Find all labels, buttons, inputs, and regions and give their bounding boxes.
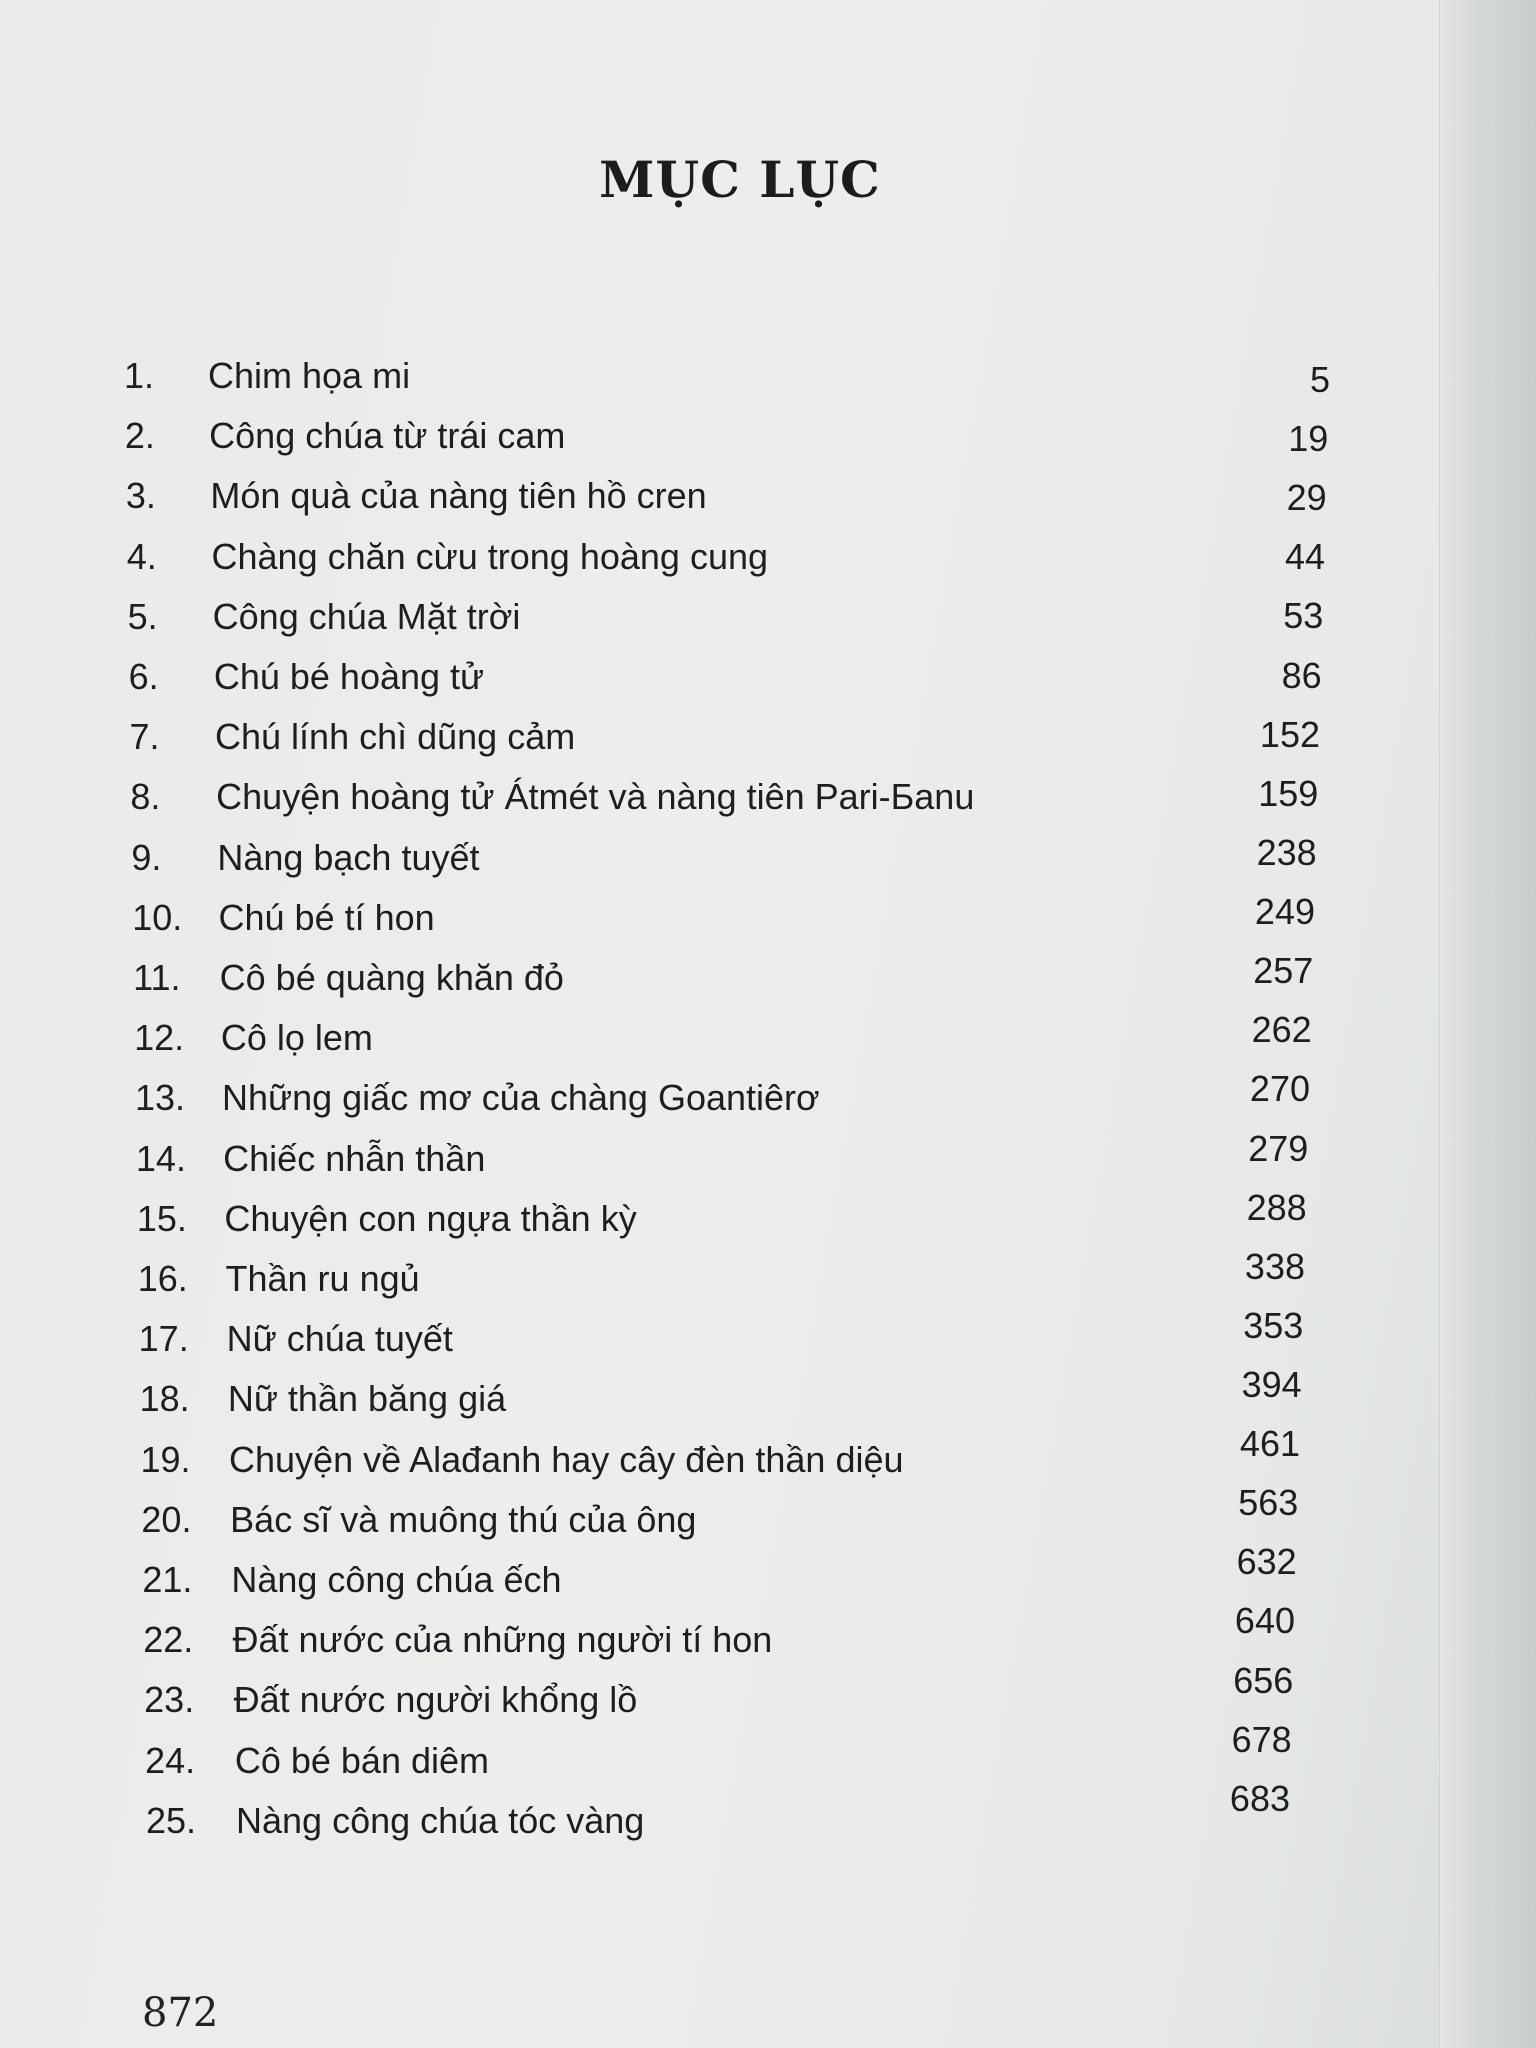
toc-entry-number: 5. [127, 595, 158, 637]
toc-entry-title: Đất nước của những người tí hon [232, 1619, 773, 1661]
toc-entry [130, 772, 1319, 838]
toc-entry [131, 831, 1317, 899]
toc-entry-number: 1. [124, 355, 155, 396]
toc-entry [134, 1009, 1312, 1079]
toc-entry [133, 950, 1314, 1019]
toc-entry-number: 9. [131, 836, 162, 878]
next-page-edge [1439, 0, 1536, 2048]
toc-entry [136, 1186, 1307, 1260]
toc-entry-number: 17. [138, 1318, 189, 1360]
toc-entry-number: 22. [143, 1619, 194, 1661]
toc-entry-page: 678 [1231, 1718, 1292, 1760]
toc-entry-number: 21. [142, 1559, 193, 1600]
toc-entry-title: Cô bé quàng khăn đỏ [219, 957, 564, 998]
toc-entry-page: 152 [1259, 713, 1320, 755]
toc-entry-page: 270 [1249, 1068, 1310, 1110]
toc-entry-page: 238 [1256, 831, 1317, 873]
toc-entry-title: Những giấc mơ của chàng Goantiêrơ [222, 1077, 820, 1119]
toc-entry-page: 262 [1251, 1009, 1312, 1051]
toc-entry-title: Bác sĩ và muông thú của ông [230, 1498, 697, 1540]
toc-entry-page: 53 [1283, 595, 1324, 637]
toc-entry [124, 355, 1330, 417]
toc-entry-number: 16. [137, 1258, 188, 1299]
toc-entry-page: 29 [1286, 477, 1327, 519]
toc-entry-title: Thần ru ngủ [225, 1258, 420, 1299]
toc-entry-number: 23. [144, 1679, 195, 1721]
toc-entry-title: Nữ thần băng giá [227, 1378, 507, 1420]
toc-entry-page: 19 [1288, 418, 1329, 460]
toc-entry-page: 461 [1239, 1423, 1300, 1465]
toc-entry [127, 595, 1324, 658]
toc-entry-title: Chuyện về Alađanh hay cây đèn thần diệu [229, 1438, 904, 1480]
toc-entry-title: Công chúa từ trái cam [209, 415, 566, 457]
toc-entry-number: 20. [141, 1498, 192, 1540]
toc-entry [141, 1482, 1299, 1561]
toc-entry-page: 44 [1284, 536, 1325, 578]
toc-entry-number: 2. [124, 415, 155, 457]
toc-entry [128, 654, 1322, 718]
toc-entry-title: Chàng chăn cừu trong hoàng cung [211, 535, 769, 577]
toc-entry-title: Món quà của nàng tiên hồ cren [210, 475, 707, 517]
toc-entry-page: 257 [1253, 950, 1314, 992]
toc-entry-title: Chú lính chì dũng cảm [215, 716, 576, 758]
toc-entry [138, 1304, 1304, 1380]
toc-entry-title: Nữ chúa tuyết [226, 1318, 453, 1360]
toc-entry-number: 11. [133, 957, 181, 998]
toc-entry [140, 1423, 1300, 1501]
toc-entry [124, 415, 1329, 477]
toc-entry-title: Nàng công chúa ếch [231, 1559, 562, 1600]
toc-entry-number: 25. [146, 1799, 197, 1841]
toc-entry-title: Chim họa mi [208, 355, 411, 396]
toc-entry-number: 3. [125, 475, 156, 517]
toc-entry-number: 8. [130, 776, 161, 818]
toc-entry-number: 4. [126, 535, 157, 577]
toc-entry [126, 535, 1325, 598]
toc-entry-title: Chiếc nhẫn thần [223, 1137, 486, 1179]
toc-entry [144, 1659, 1294, 1741]
toc-entry-title: Công chúa Mặt trời [212, 595, 521, 637]
toc-entry-number: 13. [135, 1077, 186, 1119]
toc-entry-page: 338 [1244, 1245, 1305, 1287]
page-title: MỤC LỤC [599, 150, 881, 209]
toc-entry-page: 632 [1236, 1541, 1297, 1583]
toc-entry-page: 249 [1254, 891, 1315, 933]
toc-entry-title: Cô lọ lem [220, 1017, 373, 1059]
toc-entry [132, 891, 1315, 959]
toc-entry-page: 279 [1248, 1127, 1309, 1169]
toc-entry [125, 475, 1327, 537]
toc-entry [135, 1068, 1310, 1139]
toc-entry-title: Chuyện hoàng tử Átmét và nàng tiên Pari-Бanu [216, 776, 975, 818]
toc-entry-number: 7. [129, 716, 160, 758]
toc-entry [137, 1245, 1305, 1320]
toc-entry-number: 6. [128, 656, 159, 697]
toc-entry-page: 656 [1233, 1659, 1294, 1701]
toc-entry-page: 394 [1241, 1363, 1302, 1405]
toc-entry-title: Chú bé hoàng tử [213, 656, 485, 697]
toc-entry-title: Chú bé tí hon [218, 896, 435, 938]
toc-entry-page: 288 [1246, 1186, 1307, 1228]
toc-entry-number: 10. [132, 896, 183, 938]
toc-entry-number: 19. [140, 1438, 191, 1480]
toc-entry-page: 353 [1243, 1304, 1304, 1346]
toc-entry-page: 563 [1238, 1482, 1299, 1524]
toc-entry-page: 86 [1281, 654, 1322, 696]
toc-entry-title: Nàng công chúa tóc vàng [236, 1799, 645, 1841]
toc-entry [145, 1718, 1292, 1802]
toc-entry-page: 683 [1229, 1777, 1290, 1819]
page-number: 872 [142, 1990, 219, 2036]
toc-entry-number: 14. [135, 1137, 186, 1179]
toc-entry-number: 24. [145, 1739, 196, 1781]
toc-entry [129, 713, 1320, 778]
toc-entry-title: Cô bé bán diêm [234, 1739, 489, 1781]
table-of-contents [0, 355, 1400, 1915]
toc-entry [146, 1777, 1290, 1862]
toc-entry [135, 1127, 1309, 1200]
toc-entry-number: 15. [136, 1197, 187, 1239]
toc-entry-title: Nàng bạch tuyết [217, 836, 480, 878]
toc-entry-number: 12. [134, 1017, 185, 1059]
toc-entry-page: 5 [1309, 359, 1330, 400]
toc-entry-number: 18. [139, 1378, 190, 1420]
toc-entry-title: Chuyện con ngựa thần kỳ [224, 1197, 637, 1239]
toc-entry [139, 1363, 1302, 1440]
toc-entry-page: 640 [1234, 1600, 1295, 1642]
toc-entry-page: 159 [1258, 772, 1319, 814]
toc-entry-title: Đất nước người khổng lồ [233, 1679, 638, 1721]
